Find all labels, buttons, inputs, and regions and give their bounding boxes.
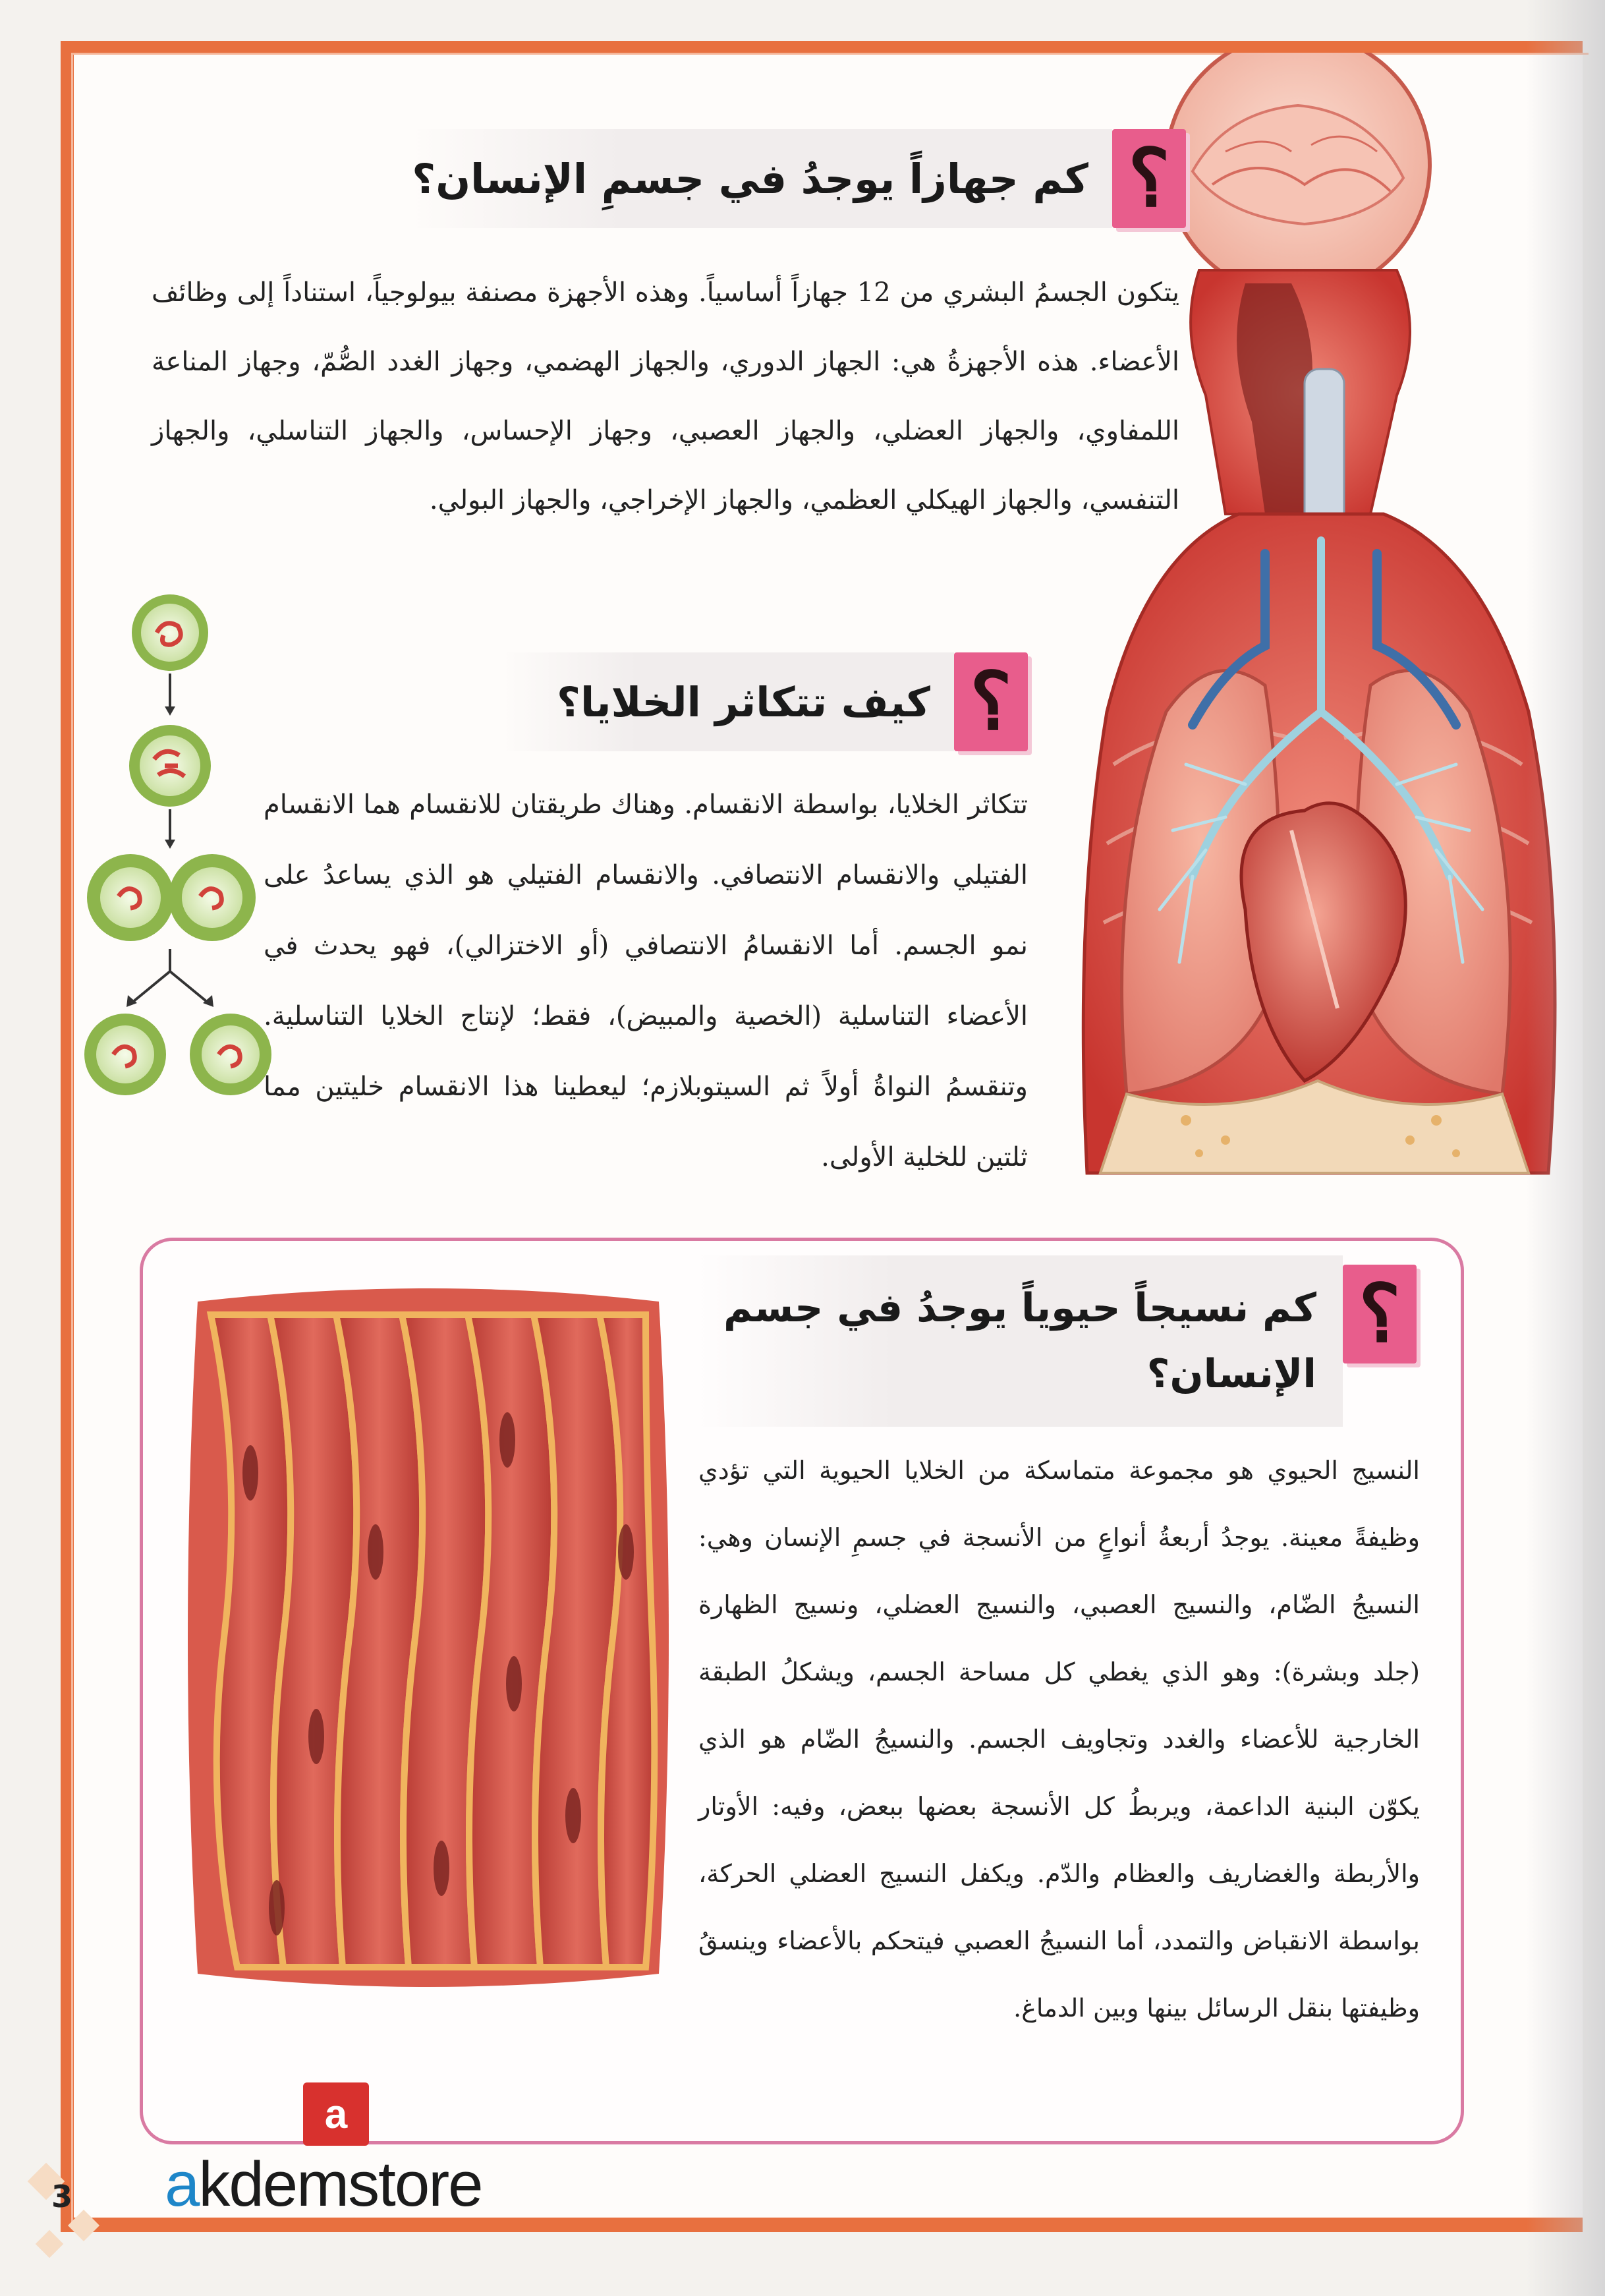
logo-wordmark-rest: kdemstore [198, 2149, 482, 2220]
section3-mark: ؟ [1359, 1267, 1401, 1360]
section2-title: كيف تتكاثر الخلايا؟ [557, 677, 930, 726]
cell-division-diagram [72, 593, 283, 1107]
section2-mark: ؟ [970, 655, 1012, 748]
page-edge-shadow [1526, 0, 1605, 2296]
question-mark-icon [954, 652, 1028, 751]
logo-wordmark-a: a [165, 2149, 199, 2220]
book-logo-icon [303, 2082, 369, 2146]
section2-heading [501, 652, 1028, 751]
logo-icon-letter: a [324, 2091, 348, 2137]
section1-mark: ؟ [1128, 132, 1170, 225]
dividing-cell [129, 725, 211, 807]
section1-paragraph [152, 258, 1179, 535]
logo-wordmark [165, 2148, 482, 2221]
page-number: 3 [51, 2179, 73, 2214]
section1-title-band [408, 129, 1112, 228]
section3-title-line1: كم نسيجاً حيوياً يوجدُ في جسم [723, 1285, 1316, 1331]
question-mark-icon [1343, 1265, 1417, 1363]
section1-text: يتكون الجسمُ البشري من 12 جهازاً أساسياً. وهذه الأجهزة مصنفة بيولوجياً، استناداً إلى وظائف الأعضاء. هذه الأجهزةُ هي: الجهاز الدوري، والجهاز الهضمي، وجهاز الغدد الصُّمّ، وجهاز المناعة اللمفاوي، والجهاز العضلي، والجهاز العصبي، وجهاز الإحساس، والجهاز التناسلي، والجهاز التنفسي، والجهاز الهيكلي العظمي، والجهاز الإخراجي، والجهاز البولي. [152, 277, 1179, 515]
daughter-cell-left [84, 1014, 166, 1095]
section3-paragraph [698, 1437, 1420, 2042]
section2-title-band [501, 652, 954, 751]
daughter-cell-right [190, 1014, 271, 1095]
section3-text: النسيج الحيوي هو مجموعة متماسكة من الخلايا الحيوية التي تؤدي وظيفةً معينة. يوجدُ أربعةُ أنواعٍ من الأنسجة في جسمِ الإنسان وهي: النسيجُ الضّام، والنسيج العصبي، والنسيج العضلي، ونسيج الظهارة (جلد وبشرة): وهو الذي يغطي كل مساحة الجسم، ويشكلُ الطبقة الخارجية للأعضاء والغدد وتجاويف الجسم. والنسيجُ الضّام هو الذي يكوّن البنية الداعمة، ويربطُ كل الأنسجة بعضها ببعض، وفيه: الأوتار والأربطة والغضاريف والعظام والدّم. ويكفل النسيج العضلي الحركة، بواسطة الانقباض والتمدد، أما النسيجُ العصبي فيتحكم بالأعضاء وينسقُ وظيفتها بنقل الرسائل بينها وبين الدماغ. [698, 1456, 1420, 2023]
muscle-tissue-illustration [171, 1275, 685, 2000]
section3-title-line2: الإنسان؟ [1146, 1351, 1316, 1397]
section2-paragraph [264, 770, 1028, 1193]
parent-cell [132, 594, 208, 671]
section3-heading [698, 1255, 1417, 1427]
section1-title: كم جهازاً يوجدُ في جسمِ الإنسان؟ [412, 154, 1088, 203]
section3-title-band [698, 1255, 1343, 1427]
question-mark-icon [1112, 129, 1186, 228]
section2-text: تتكاثر الخلايا، بواسطة الانقسام. وهناك طريقتان للانقسام هما الانقسام الفتيلي والانقسام الانتصافي. والانقسام الفتيلي هو الذي يساعدُ على نمو الجسم. أما الانقسامُ الانتصافي (أو الاختزالي)، فهو يحدث في الأعضاء التناسلية (الخصية والمبيض)، فقط؛ لإنتاج الخلايا التناسلية. وتنقسمُ النواةُ أولاً ثم السيتوبلازم؛ ليعطينا هذا الانقسام خليتين مما ثلتين للخلية الأولى. [264, 789, 1028, 1172]
anatomy-illustration [1028, 53, 1588, 1239]
two-daughter-cells-joined [87, 854, 256, 941]
section1-heading [408, 129, 1186, 228]
